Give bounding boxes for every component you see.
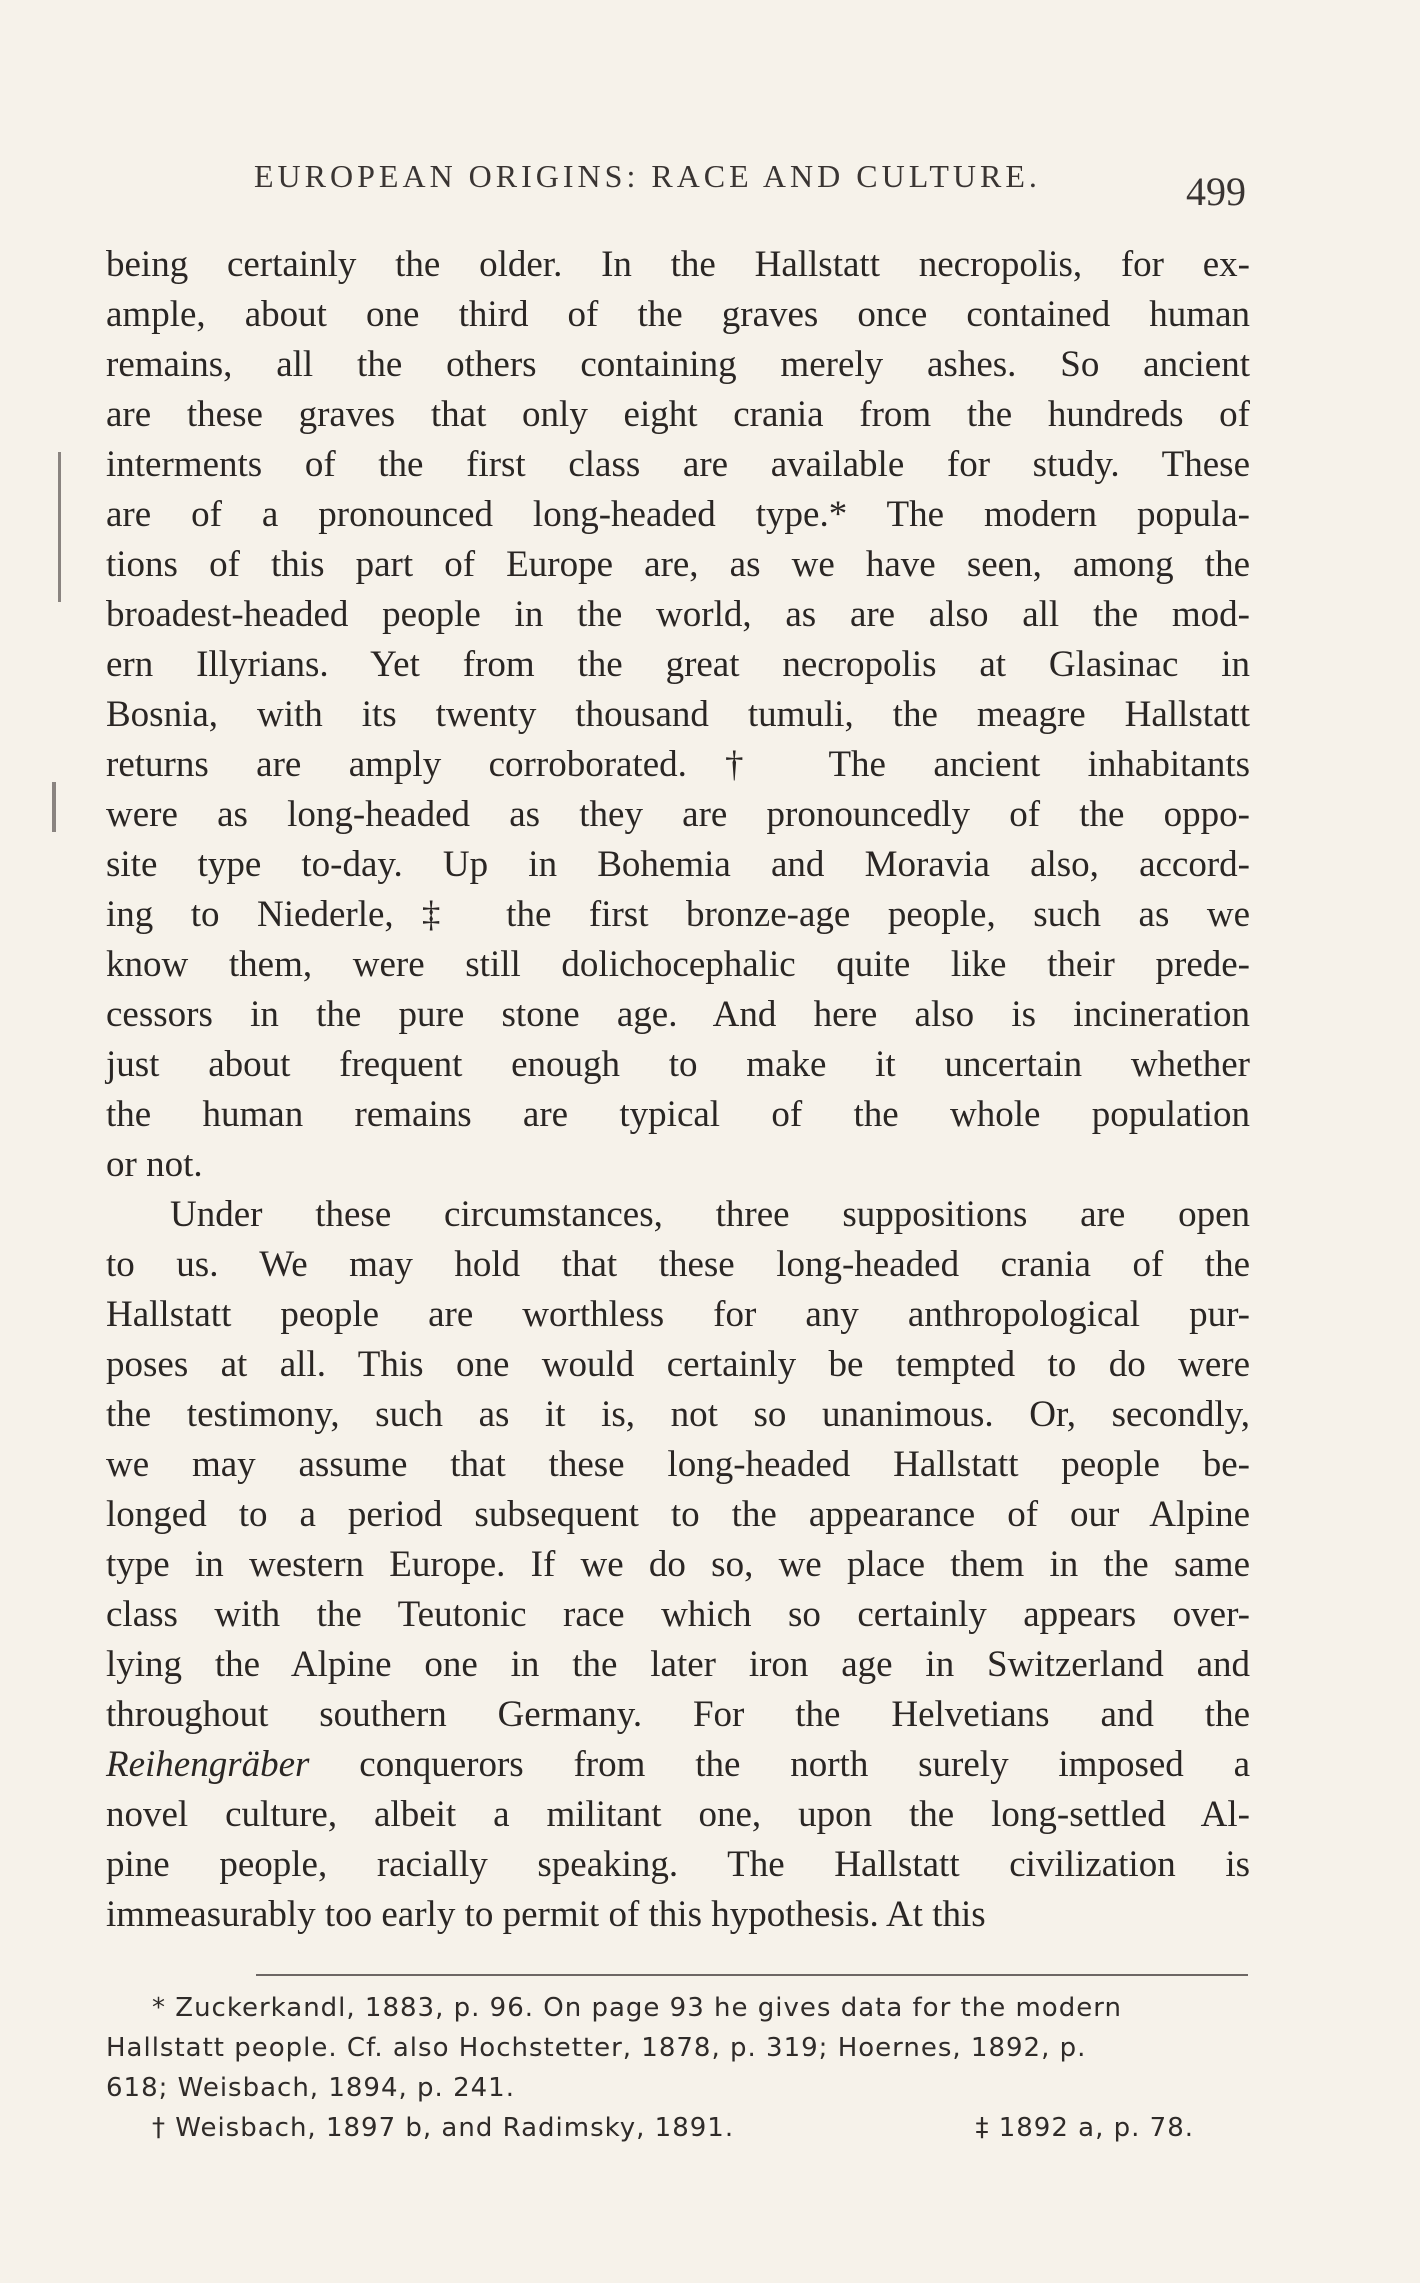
footnote-line: 618; Weisbach, 1894, p. 241. [106,2073,515,2103]
text-line: class with the Teutonic race which so certainly appears over- [106,1594,1250,1635]
margin-pencil-mark [52,782,56,832]
text-line: know them, were still dolichocephalic quite like their prede- [106,944,1250,985]
text-line: type in western Europe. If we do so, we place them in the same [106,1544,1250,1585]
text-line: Bosnia, with its twenty thousand tumuli, the meagre Hallstatt [106,694,1250,735]
text-line: the testimony, such as it is, not so unanimous. Or, secondly, [106,1394,1250,1435]
text-line: interments of the first class are available for study. These [106,444,1250,485]
footnote-rule [256,1974,1248,1976]
text-line: lying the Alpine one in the later iron age in Switzerland and [106,1644,1250,1685]
text-line: ing to Niederle,‡ the first bronze-age people, such as we [106,894,1250,935]
text-line: were as long-headed as they are pronouncedly of the oppo- [106,794,1250,835]
text-line-rest: conquerors from the north surely imposed a [359,1744,1251,1785]
text-line-with-italic [106,1740,1250,1790]
text-line: immeasurably too early to permit of this hypothesis. At this [106,1894,986,1935]
body-text [106,240,1250,1940]
text-line: broadest-headed people in the world, as are also all the mod- [106,594,1250,635]
footnote-line: * Zuckerkandl, 1883, p. 96. On page 93 he gives data for the modern [152,1993,1122,2023]
text-line: Hallstatt people are worthless for any anthropological pur- [106,1294,1250,1335]
text-line: throughout southern Germany. For the Helvetians and the [106,1694,1250,1735]
footnote-dagger: † Weisbach, 1897 b, and Radimsky, 1891. [152,2113,735,2143]
footnote-row [106,2108,1250,2148]
text-line: the human remains are typical of the whole population [106,1094,1250,1135]
footnote-line: Hallstatt people. Cf. also Hochstetter, 1878, p. 319; Hoernes, 1892, p. [106,2033,1087,2063]
text-line: to us. We may hold that these long-headed crania of the [106,1244,1250,1285]
text-line: cessors in the pure stone age. And here also is incineration [106,994,1250,1035]
text-line: novel culture, albeit a militant one, upon the long-settled Al- [106,1794,1250,1835]
text-line: we may assume that these long-headed Hallstatt people be- [106,1444,1250,1485]
text-line: or not. [106,1144,203,1185]
text-line: ample, about one third of the graves once contained human [106,294,1250,335]
text-line: longed to a period subsequent to the appearance of our Alpine [106,1494,1250,1535]
text-line: tions of this part of Europe are, as we have seen, among the [106,544,1250,585]
text-line: remains, all the others containing merely ashes. So ancient [106,344,1250,385]
text-line: being certainly the older. In the Hallstatt necropolis, for ex- [106,244,1250,285]
text-line: just about frequent enough to make it uncertain whether [106,1044,1250,1085]
page-number: 499 [1186,169,1246,214]
footnotes [106,1988,1250,2148]
text-line: Under these circumstances, three suppositions are open [170,1194,1250,1235]
text-line: returns are amply corroborated.† The ancient inhabitants [106,744,1250,785]
italic-term: Reihengräber [106,1744,310,1785]
footnote-double-dagger: ‡ 1892 a, p. 78. [975,2113,1194,2143]
text-line: site type to-day. Up in Bohemia and Moravia also, accord- [106,844,1250,885]
text-line: are these graves that only eight crania from the hundreds of [106,394,1250,435]
text-line: ern Illyrians. Yet from the great necropolis at Glasinac in [106,644,1250,685]
text-line: are of a pronounced long-headed type.* The modern popula- [106,494,1250,535]
text-line: pine people, racially speaking. The Hallstatt civilization is [106,1844,1250,1885]
text-line: poses at all. This one would certainly be tempted to do were [106,1344,1250,1385]
margin-pencil-mark [58,452,61,602]
running-head: EUROPEAN ORIGINS: RACE AND CULTURE. [254,158,1041,194]
